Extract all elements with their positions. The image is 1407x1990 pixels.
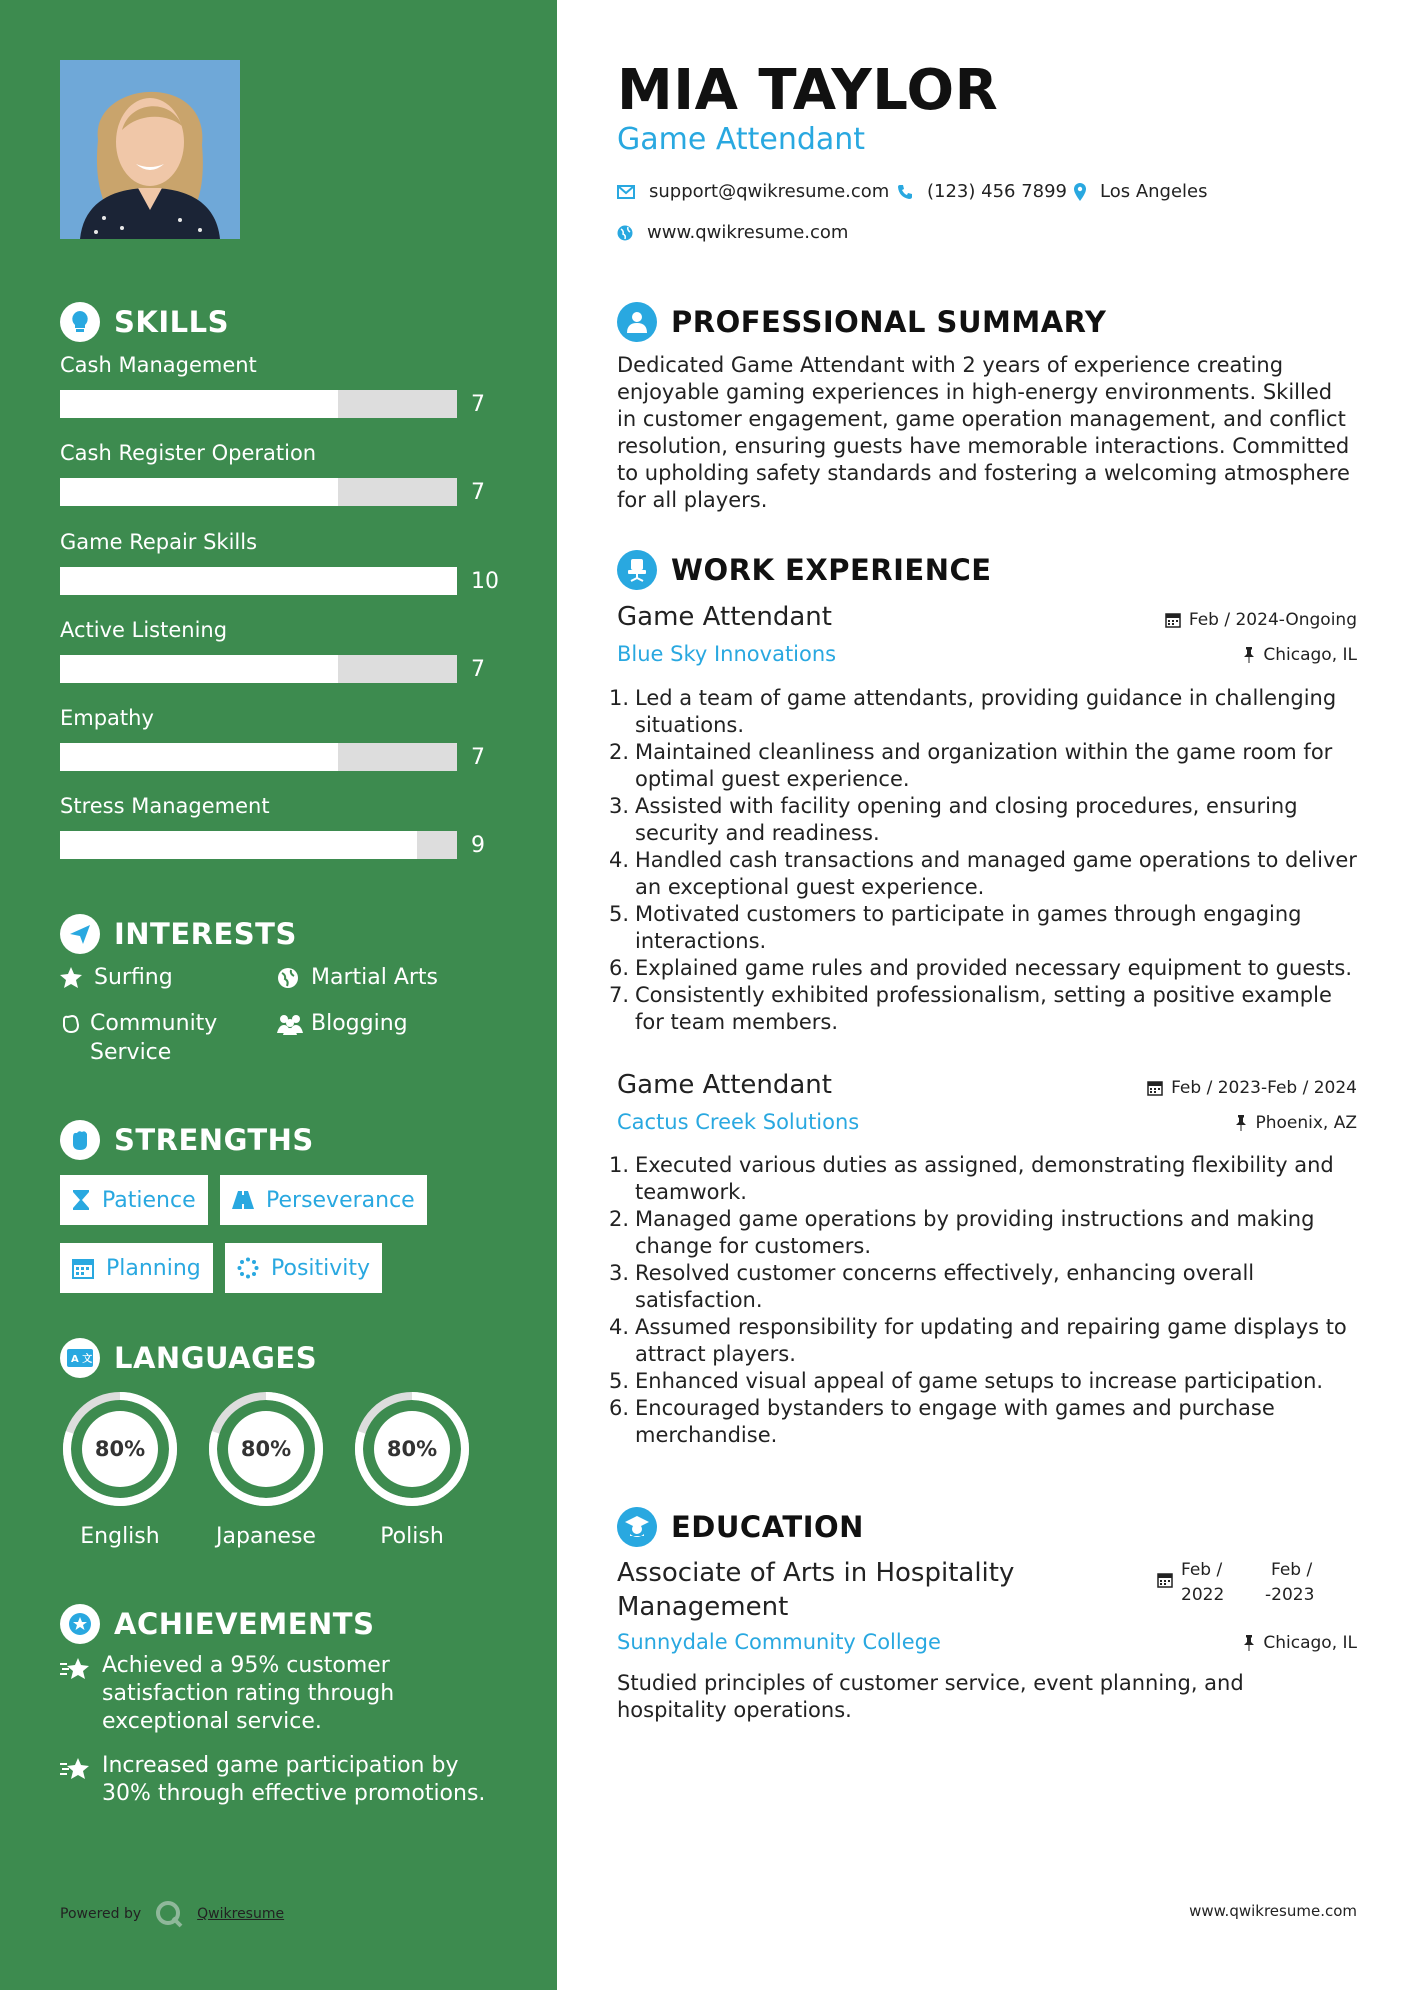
shooting-star-icon — [60, 1752, 90, 1784]
education-location-text: Chicago, IL — [1263, 1633, 1357, 1653]
interest-martial-arts — [277, 963, 438, 997]
calendar-icon — [72, 1257, 94, 1279]
skill-bar — [60, 831, 457, 859]
job-duty: 2. Managed game operations by providing instructions and making change for customers. — [609, 1207, 1315, 1258]
interest-label: Blogging — [311, 1011, 408, 1036]
calendar-icon — [1165, 612, 1181, 628]
skill-name: Cash Register Operation — [60, 441, 317, 465]
job-dates-text: Feb / 2024-Ongoing — [1188, 610, 1357, 630]
job-company: Cactus Creek Solutions — [617, 1110, 860, 1134]
experience-title: WORK EXPERIENCE — [671, 553, 992, 587]
award-star-icon — [60, 1604, 100, 1644]
education-end-year: -2023 — [1265, 1585, 1315, 1605]
website-text: www.qwikresume.com — [647, 222, 849, 243]
skill-row — [60, 743, 500, 771]
skill-item — [60, 703, 500, 771]
job-title: Game Attendant — [617, 1070, 832, 1100]
skill-row — [60, 831, 500, 859]
job-duty: 5. Enhanced visual appeal of game setups to increase participation. — [609, 1369, 1324, 1393]
email-text: support@qwikresume.com — [649, 181, 890, 202]
language-icon — [60, 1338, 100, 1378]
skill-item — [60, 791, 500, 859]
candidate-name: MIA TAYLOR — [617, 58, 999, 123]
language-percent: 80% — [94, 1437, 146, 1461]
pushpin-icon — [1243, 647, 1255, 663]
skill-item — [60, 350, 500, 418]
star-icon — [60, 963, 86, 996]
summary-title: PROFESSIONAL SUMMARY — [671, 305, 1107, 339]
svg-text:A 文: A 文 — [71, 1354, 93, 1365]
strength-planning — [60, 1243, 213, 1293]
language-ring — [351, 1388, 473, 1510]
language-percent: 80% — [386, 1437, 438, 1461]
users-icon — [277, 1009, 303, 1043]
language-ring — [59, 1388, 181, 1510]
job-company: Blue Sky Innovations — [617, 642, 837, 666]
skill-value: 7 — [471, 391, 485, 417]
skill-row — [60, 390, 500, 418]
skills-title: SKILLS — [114, 305, 229, 339]
job-duty: 4. Assumed responsibility for updating and repairing game displays to attract players. — [609, 1315, 1347, 1366]
skills-heading — [60, 301, 229, 343]
skill-name: Active Listening — [60, 618, 228, 642]
skill-name: Cash Management — [60, 353, 257, 377]
education-title: EDUCATION — [671, 1510, 864, 1544]
powered-by — [60, 1900, 284, 1928]
skill-row — [60, 655, 500, 683]
job-location — [1235, 1113, 1357, 1133]
skill-bar-fill — [60, 743, 338, 771]
achievements-heading — [60, 1603, 374, 1645]
strengths-heading — [60, 1119, 314, 1161]
summary-text: Dedicated Game Attendant with 2 years of experience creating enjoyable gaming experiences in high-energy environments. Skilled in customer engagement, game operation management, and conflict resolution, ensuring guests have memorable interactions. Committed to upholding safety standards and fostering a welcoming atmosphere for all players. — [617, 353, 1350, 512]
skill-value: 7 — [471, 656, 485, 682]
graduation-cap-icon — [617, 1507, 657, 1547]
skill-bar — [60, 655, 457, 683]
skill-row — [60, 567, 500, 595]
spinner-icon — [237, 1257, 259, 1279]
interests-title: INTERESTS — [114, 917, 297, 951]
skill-bar-fill — [60, 831, 417, 859]
shooting-star-icon — [60, 1652, 90, 1684]
skill-value: 10 — [471, 568, 499, 594]
interest-label: Surfing — [94, 965, 173, 990]
education-location — [1243, 1633, 1357, 1653]
calendar-icon — [1147, 1080, 1163, 1096]
hourglass-icon — [72, 1189, 90, 1211]
interest-label: Martial Arts — [311, 965, 439, 990]
language-item — [205, 1388, 327, 1549]
powered-by-label: Powered by — [60, 1906, 142, 1922]
skill-bar — [60, 390, 457, 418]
skill-name: Game Repair Skills — [60, 530, 258, 554]
phone-text: (123) 456 7899 — [927, 181, 1068, 202]
road-icon — [232, 1191, 254, 1209]
main-content — [557, 0, 1407, 1990]
contact-email[interactable] — [617, 181, 889, 202]
paper-plane-icon — [60, 914, 100, 954]
skill-bar-fill — [60, 655, 338, 683]
strength-perseverance — [220, 1175, 427, 1225]
skill-bar — [60, 567, 457, 595]
skill-value: 7 — [471, 744, 485, 770]
job-duty: 7. Consistently exhibited professionalism, setting a positive example for team members. — [609, 983, 1332, 1034]
language-ring — [205, 1388, 327, 1510]
job-dates-text: Feb / 2023-Feb / 2024 — [1171, 1078, 1357, 1098]
achievement-item — [60, 1652, 510, 1736]
skill-name: Stress Management — [60, 794, 270, 818]
education-start-month: Feb / — [1181, 1560, 1223, 1580]
strength-patience — [60, 1175, 208, 1225]
job-duty: 5. Motivated customers to participate in games through engaging interactions. — [609, 902, 1302, 953]
profile-photo — [60, 60, 240, 239]
skill-value: 9 — [471, 832, 485, 858]
education-start-year: 2022 — [1181, 1585, 1225, 1605]
job-duty: 4. Handled cash transactions and managed game operations to deliver an exceptional guest experience. — [609, 848, 1357, 899]
calendar-icon — [1157, 1558, 1173, 1588]
sidebar — [0, 0, 557, 1990]
lightbulb-icon — [60, 302, 100, 342]
strength-label: Planning — [106, 1255, 201, 1281]
achievement-text: Increased game participation by 30% through effective promotions. — [102, 1753, 486, 1806]
interest-blogging — [277, 1009, 408, 1043]
job-duty: 1. Executed various duties as assigned, demonstrating flexibility and teamwork. — [609, 1153, 1334, 1204]
qwikresume-link[interactable]: Qwikresume — [197, 1906, 285, 1922]
job-duties-list — [609, 685, 1357, 1036]
language-percent: 80% — [240, 1437, 292, 1461]
job-location-text: Phoenix, AZ — [1255, 1113, 1357, 1133]
envelope-icon — [617, 185, 635, 199]
hand-icon — [60, 1009, 82, 1043]
contact-location — [1074, 181, 1208, 202]
skill-bar-fill — [60, 567, 457, 595]
job-location — [1243, 645, 1357, 665]
strength-label: Patience — [102, 1187, 196, 1213]
language-name: Japanese — [216, 1524, 316, 1549]
skill-row — [60, 478, 500, 506]
skill-bar-fill — [60, 390, 338, 418]
education-end — [1265, 1558, 1314, 1608]
language-name: Polish — [380, 1524, 444, 1549]
education-school: Sunnydale Community College — [617, 1630, 941, 1654]
contact-phone[interactable] — [897, 181, 1067, 202]
education-description: Studied principles of customer service, event planning, and hospitality operations. — [617, 1671, 1244, 1722]
achievements-title: ACHIEVEMENTS — [114, 1607, 375, 1641]
user-icon — [617, 302, 657, 342]
job-title: Game Attendant — [617, 602, 832, 632]
education-start — [1181, 1558, 1265, 1608]
candidate-title: Game Attendant — [617, 122, 866, 157]
achievement-item — [60, 1752, 510, 1808]
language-item — [59, 1388, 181, 1549]
skill-bar — [60, 478, 457, 506]
pushpin-icon — [1243, 1635, 1255, 1651]
job-duty: 6. Encouraged bystanders to engage with games and purchase merchandise. — [609, 1396, 1275, 1447]
summary-heading — [617, 301, 1106, 343]
fist-icon — [60, 1120, 100, 1160]
strength-label: Positivity — [271, 1255, 371, 1281]
map-pin-icon — [1074, 183, 1086, 201]
education-heading — [617, 1506, 864, 1548]
skill-bar — [60, 743, 457, 771]
job-dates — [1147, 1078, 1357, 1098]
strength-positivity — [225, 1243, 382, 1293]
education-degree: Associate of Arts in Hospitality Management — [617, 1558, 1015, 1622]
interests-heading — [60, 913, 297, 955]
globe-icon — [277, 963, 303, 997]
interest-surfing — [60, 963, 173, 996]
languages-heading — [60, 1337, 317, 1379]
education-end-month: Feb / — [1271, 1560, 1313, 1580]
skill-item — [60, 438, 500, 506]
education-dates — [1157, 1558, 1314, 1608]
language-item — [351, 1388, 473, 1549]
location-text: Los Angeles — [1100, 181, 1208, 202]
job-duties-list — [609, 1152, 1357, 1449]
job-duty: 3. Resolved customer concerns effectively, enhancing overall satisfaction. — [609, 1261, 1255, 1312]
experience-heading — [617, 549, 992, 591]
qwikresume-logo-icon — [155, 1900, 183, 1928]
achievement-text: Achieved a 95% customer satisfaction rating through exceptional service. — [102, 1653, 395, 1734]
skill-item — [60, 527, 500, 595]
skill-name: Empathy — [60, 706, 154, 730]
interest-label: Community Service — [90, 1011, 218, 1065]
pushpin-icon — [1235, 1115, 1247, 1131]
job-location-text: Chicago, IL — [1263, 645, 1357, 665]
language-name: English — [80, 1524, 160, 1549]
strength-label: Perseverance — [266, 1187, 415, 1213]
languages-title: LANGUAGES — [114, 1341, 318, 1375]
strengths-title: STRENGTHS — [114, 1123, 314, 1157]
interest-community-service — [60, 1009, 240, 1067]
job-duty: 2. Maintained cleanliness and organization within the game room for optimal guest experience. — [609, 740, 1333, 791]
job-duty: 1. Led a team of game attendants, providing guidance in challenging situations. — [609, 686, 1337, 737]
job-duty: 6. Explained game rules and provided necessary equipment to guests. — [609, 956, 1353, 980]
job-dates — [1165, 610, 1357, 630]
footer-url[interactable]: www.qwikresume.com — [1189, 1902, 1357, 1920]
job-duty: 3. Assisted with facility opening and closing procedures, ensuring security and readiness. — [609, 794, 1298, 845]
skill-bar-fill — [60, 478, 338, 506]
skill-value: 7 — [471, 479, 485, 505]
contact-website[interactable] — [617, 222, 848, 243]
phone-icon — [897, 184, 913, 200]
skill-item — [60, 615, 500, 683]
office-chair-icon — [617, 550, 657, 590]
globe-icon — [617, 225, 633, 241]
